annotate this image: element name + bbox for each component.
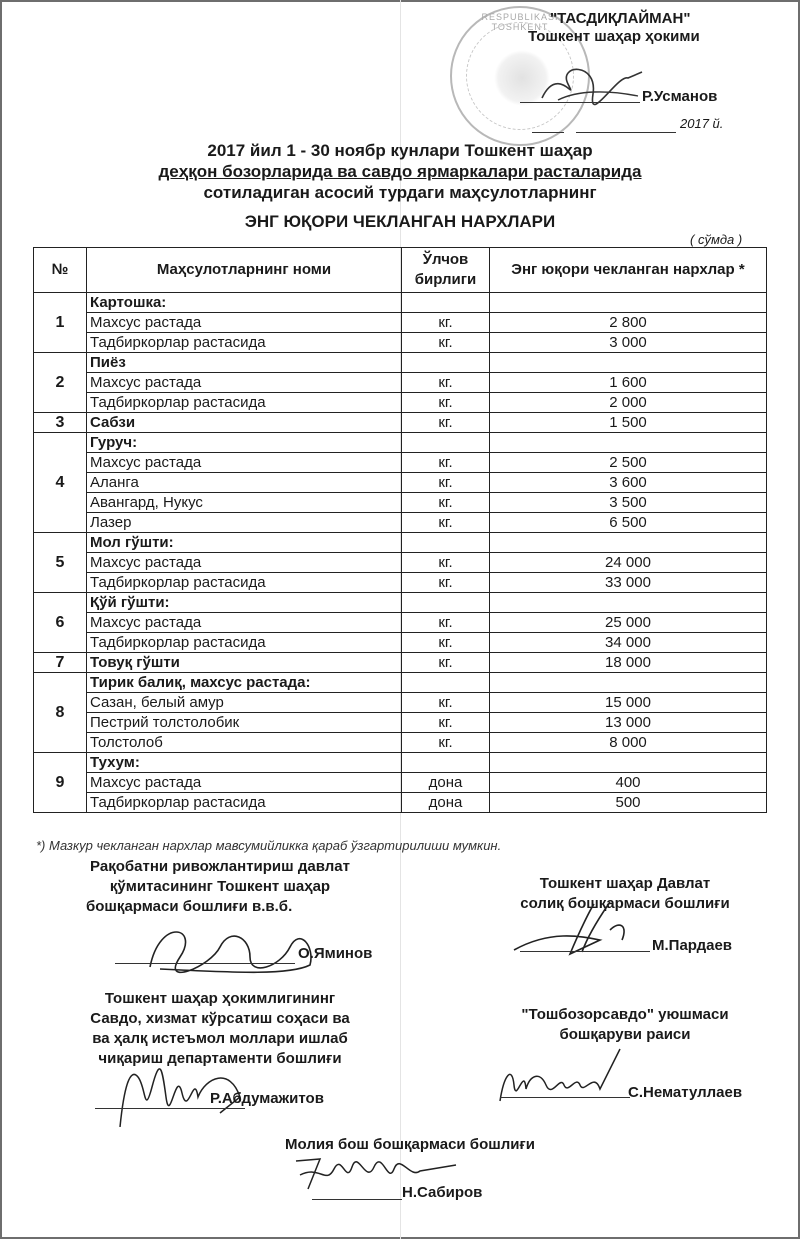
item-name: Пестрий толстолобик (87, 713, 402, 733)
item-category: Картошка: (87, 293, 402, 313)
header-price: Энг юқори чекланган нархлар * (490, 248, 767, 293)
signatory-title: солиқ бошқармаси бошлиғи (520, 895, 730, 912)
item-name: Махсус растада (87, 773, 402, 793)
header-unit: Ўлчов бирлиги (402, 248, 490, 293)
item-unit: кг. (402, 413, 490, 433)
signature-line (500, 1097, 630, 1098)
item-category: Пиёз (87, 353, 402, 373)
item-category: Тухум: (87, 753, 402, 773)
approval-date: 2017 й. (680, 116, 724, 131)
item-price-empty (490, 753, 767, 773)
table-row (34, 453, 767, 473)
item-unit-empty (402, 593, 490, 613)
item-unit: кг. (402, 653, 490, 673)
signatory-title: Тошкент шаҳар Давлат (539, 875, 711, 892)
table-row (34, 733, 767, 753)
item-price-empty (490, 433, 767, 453)
item-unit-empty (402, 353, 490, 373)
item-number: 1 (34, 293, 87, 353)
signatory-name: О.Яминов (298, 945, 373, 962)
item-name: Тадбиркорлар растасида (87, 633, 402, 653)
item-unit: кг. (402, 393, 490, 413)
header-name: Маҳсулотларнинг номи (87, 248, 402, 293)
item-price-empty (490, 353, 767, 373)
signatory-title: Молия бош бошқармаси бошлиғи (285, 1136, 535, 1153)
item-name: Махсус растада (87, 453, 402, 473)
item-name: Тадбиркорлар растасида (87, 793, 402, 813)
signatory-title: Савдо, хизмат кўрсатиш соҳаси ва (90, 1010, 350, 1027)
item-price: 8 000 (490, 733, 767, 753)
item-unit: кг. (402, 693, 490, 713)
item-category: Тирик балиқ, махсус растада: (87, 673, 402, 693)
item-unit: кг. (402, 713, 490, 733)
signature-line (115, 963, 295, 964)
approver-name: Р.Усманов (642, 88, 718, 105)
signatory-name: Р.Абдумажитов (210, 1090, 324, 1107)
table-row (34, 373, 767, 393)
item-unit-empty (402, 293, 490, 313)
item-price: 24 000 (490, 553, 767, 573)
item-number: 3 (34, 413, 87, 433)
header-no: № (34, 248, 87, 293)
item-name: Тадбиркорлар растасида (87, 333, 402, 353)
signatory-title: ва ҳалқ истеъмол моллари ишлаб (92, 1030, 348, 1047)
item-unit: кг. (402, 453, 490, 473)
signatory-title: қўмитасининг Тошкент шаҳар (109, 878, 331, 895)
item-unit-empty (402, 533, 490, 553)
signatory-title: бошқармаси бошлиғи в.в.б. (86, 898, 293, 915)
item-unit-empty (402, 753, 490, 773)
table-row (34, 613, 767, 633)
item-price: 3 600 (490, 473, 767, 493)
table-row (34, 573, 767, 593)
item-unit: дона (402, 773, 490, 793)
table-row (34, 513, 767, 533)
signatory-2 (480, 874, 770, 954)
item-unit: кг. (402, 473, 490, 493)
item-price: 34 000 (490, 633, 767, 653)
item-name: Махсус растада (87, 373, 402, 393)
table-row (34, 633, 767, 653)
item-number: 2 (34, 353, 87, 413)
item-unit: кг. (402, 373, 490, 393)
item-unit: кг. (402, 313, 490, 333)
item-price-empty (490, 293, 767, 313)
table-row (34, 393, 767, 413)
table-group-header-row (34, 593, 767, 613)
item-unit: кг. (402, 733, 490, 753)
item-price: 3 000 (490, 333, 767, 353)
item-price: 1 500 (490, 413, 767, 433)
item-name: Авангард, Нукус (87, 493, 402, 513)
item-price: 2 500 (490, 453, 767, 473)
item-number: 7 (34, 653, 87, 673)
signatory-5 (250, 1135, 570, 1201)
item-price: 3 500 (490, 493, 767, 513)
signature-line (312, 1199, 402, 1200)
signatory-name: С.Нематуллаев (628, 1084, 743, 1101)
approval-position: Тошкент шаҳар ҳокими (528, 28, 700, 45)
price-table (33, 247, 767, 813)
signatory-title: бошқаруви раиси (559, 1026, 691, 1043)
item-unit: кг. (402, 613, 490, 633)
table-row (34, 553, 767, 573)
table-row (34, 713, 767, 733)
item-category: Мол гўшти: (87, 533, 402, 553)
table-row (34, 493, 767, 513)
signatory-name: Н.Сабиров (402, 1184, 483, 1201)
item-price: 6 500 (490, 513, 767, 533)
signatory-title: "Тошбозорсавдо" уюшмаси (521, 1006, 729, 1023)
item-name: Толстолоб (87, 733, 402, 753)
table-group-header-row (34, 753, 767, 773)
item-name: Тадбиркорлар растасида (87, 573, 402, 593)
title-line-1: 2017 йил 1 - 30 ноябр кунлари Тошкент шаҳар (207, 141, 593, 160)
item-price-empty (490, 533, 767, 553)
item-price-empty (490, 593, 767, 613)
item-price: 33 000 (490, 573, 767, 593)
item-category: Қўй гўшти: (87, 593, 402, 613)
stamp-text: RESPUBLIKASI TOSHKENT (481, 12, 559, 32)
table-group-header-row (34, 533, 767, 553)
item-price: 15 000 (490, 693, 767, 713)
item-name: Махсус растада (87, 553, 402, 573)
item-unit: кг. (402, 333, 490, 353)
title-line-3: сотиладиган асосий турдаги маҳсулотларнинг (203, 183, 597, 202)
signatory-3 (60, 989, 380, 1107)
approval-heading: "ТАСДИҚЛАЙМАН" (550, 10, 691, 27)
table-row (34, 473, 767, 493)
item-price: 500 (490, 793, 767, 813)
item-number: 5 (34, 533, 87, 593)
item-number: 8 (34, 673, 87, 753)
item-number: 6 (34, 593, 87, 653)
item-price: 2 800 (490, 313, 767, 333)
item-name: Сабзи (87, 413, 402, 433)
signature-icon (140, 917, 320, 977)
item-category: Гуруч: (87, 433, 402, 453)
item-name: Махсус растада (87, 313, 402, 333)
item-name: Махсус растада (87, 613, 402, 633)
item-name: Товуқ гўшти (87, 653, 402, 673)
table-group-header-row (34, 293, 767, 313)
signatory-title: Тошкент шаҳар ҳокимлигининг (104, 990, 336, 1007)
item-unit: кг. (402, 493, 490, 513)
item-name: Лазер (87, 513, 402, 533)
item-unit: дона (402, 793, 490, 813)
table-group-header-row (34, 673, 767, 693)
item-number: 9 (34, 753, 87, 813)
table-row (34, 793, 767, 813)
currency-note: ( сўмда ) (690, 232, 743, 247)
item-unit: кг. (402, 573, 490, 593)
item-price: 1 600 (490, 373, 767, 393)
table-group-header-row (34, 433, 767, 453)
table-group-header-row (34, 353, 767, 373)
item-unit-empty (402, 673, 490, 693)
title-line-2: деҳқон бозорларида ва савдо ярмаркалари расталарида (158, 162, 642, 181)
item-unit-empty (402, 433, 490, 453)
table-body (34, 293, 767, 813)
table-row (34, 653, 767, 673)
signatory-name: М.Пардаев (652, 937, 733, 954)
signature-icon (490, 1045, 640, 1105)
title-line-4: ЭНГ ЮҚОРИ ЧЕКЛАНГАН НАРХЛАРИ (244, 212, 556, 231)
item-price: 13 000 (490, 713, 767, 733)
item-number: 4 (34, 433, 87, 533)
signatory-title: Рақобатни ривожлантириш давлат (90, 858, 350, 875)
table-row (34, 773, 767, 793)
signature-line (520, 951, 650, 952)
table-row (34, 693, 767, 713)
item-price: 2 000 (490, 393, 767, 413)
signatory-4 (490, 1005, 760, 1101)
item-name: Тадбиркорлар растасида (87, 393, 402, 413)
item-price: 25 000 (490, 613, 767, 633)
signature-line (520, 102, 640, 103)
item-price: 400 (490, 773, 767, 793)
date-line (576, 132, 676, 133)
item-unit: кг. (402, 513, 490, 533)
table-row (34, 313, 767, 333)
item-unit: кг. (402, 633, 490, 653)
document-title (0, 140, 800, 232)
footnote: *) Мазкур чекланган нархлар мавсумийликка қараб ўзгартирилиши мумкин. (36, 838, 502, 853)
item-price-empty (490, 673, 767, 693)
item-unit: кг. (402, 553, 490, 573)
table-row (34, 413, 767, 433)
table-row (34, 333, 767, 353)
date-line (532, 132, 564, 133)
item-price: 18 000 (490, 653, 767, 673)
item-name: Сазан, белый амур (87, 693, 402, 713)
signatory-1 (60, 857, 380, 962)
item-name: Аланга (87, 473, 402, 493)
table-header-row (34, 248, 767, 293)
signatory-title: чиқариш департаменти бошлиғи (98, 1050, 342, 1067)
